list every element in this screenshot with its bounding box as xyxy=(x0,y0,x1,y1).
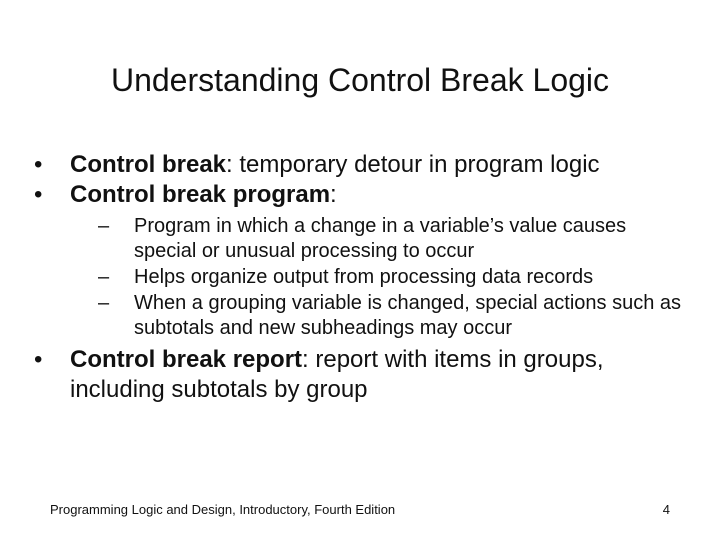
sub-bullet-list xyxy=(30,214,690,341)
sub-bullet-text: Helps organize output from processing data records xyxy=(134,266,594,288)
bullet-control-break xyxy=(30,150,690,180)
sub-bullet-text: When a grouping variable is changed, special actions such as subtotals and new subheadings may occur xyxy=(134,292,681,339)
slide-title: Understanding Control Break Logic xyxy=(110,62,610,98)
sub-bullet-marker: – xyxy=(98,266,110,288)
bullet-marker: • xyxy=(34,181,43,208)
page-number: 4 xyxy=(662,502,670,517)
sub-bullet-marker: – xyxy=(98,292,110,314)
sub-bullet-item xyxy=(98,291,690,341)
bullet-term: Control break report xyxy=(70,346,303,373)
bullet-term: Control break program xyxy=(70,181,331,208)
sub-bullet-text: Program in which a change in a variable’s value causes special or unusual processing to occur xyxy=(134,215,627,262)
sub-bullet-item xyxy=(98,214,690,264)
bullet-text: : temporary detour in program logic xyxy=(226,151,600,178)
bullet-term: Control break xyxy=(70,151,227,178)
bullet-text: : xyxy=(330,181,337,208)
sub-bullet-item xyxy=(98,265,690,290)
bullet-control-break-report xyxy=(30,345,690,405)
footer-text: Programming Logic and Design, Introductory, Fourth Edition xyxy=(50,502,396,517)
bullet-list xyxy=(30,150,690,405)
bullet-marker: • xyxy=(34,346,43,373)
sub-bullet-marker: – xyxy=(98,215,110,237)
bullet-control-break-program xyxy=(30,180,690,210)
bullet-text: : report with items in groups, including subtotals by group xyxy=(70,346,604,403)
bullet-marker: • xyxy=(34,151,43,178)
